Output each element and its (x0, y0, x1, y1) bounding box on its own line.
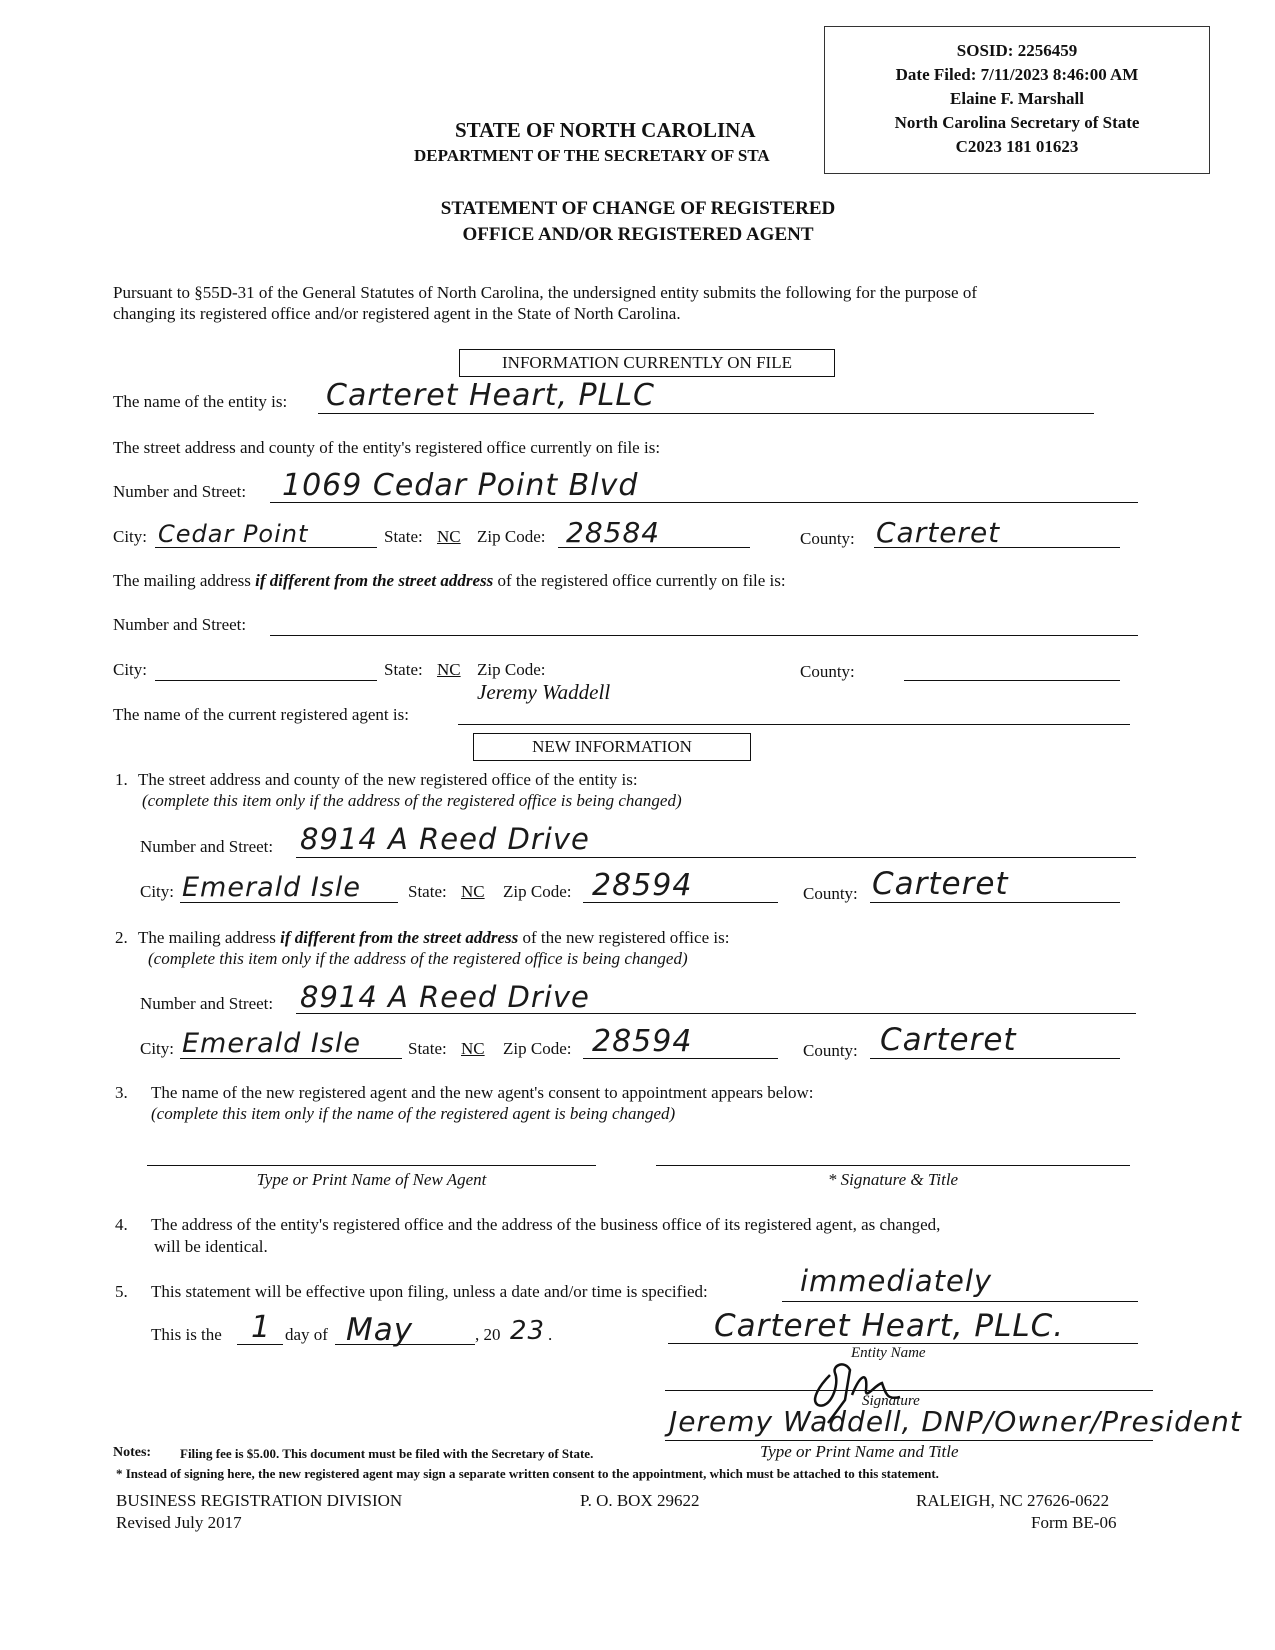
item1-state-value: NC (461, 882, 485, 901)
mailing-county-line (904, 680, 1120, 681)
footer-po-box: P. O. BOX 29622 (580, 1491, 700, 1510)
mailing-state-label: State: (384, 660, 423, 679)
item1-text: The street address and county of the new registered office of the entity is: (138, 770, 638, 789)
item2-text-a: The mailing address (138, 928, 281, 947)
mailing-city-line (155, 680, 377, 681)
item2-city-value: Emerald Isle (182, 1028, 361, 1059)
zip-value: 28584 (566, 516, 661, 549)
new-info-box: NEW INFORMATION (473, 733, 751, 761)
new-agent-name-line (147, 1165, 596, 1166)
intro-line1: Pursuant to §55D-31 of the General Statutes of North Carolina, the undersigned entity submits the following for the purpose of (113, 283, 978, 302)
item4-line1: The address of the entity's registered office and the address of the business office of its registered agent, as changed, (151, 1215, 941, 1234)
item5-text: This statement will be effective upon filing, unless a date and/or time is specified: (151, 1282, 708, 1301)
year-period: . (548, 1325, 553, 1344)
footer-revised: Revised July 2017 (116, 1513, 242, 1532)
item3-text: The name of the new registered agent and the new agent's consent to appointment appears below: (151, 1083, 814, 1102)
notes-label: Notes: (113, 1445, 152, 1460)
signer-name-title: Jeremy Waddell, DNP/Owner/President (669, 1405, 1242, 1438)
stamp-code: C2023 181 01623 (955, 137, 1079, 156)
signature-line (665, 1390, 1153, 1391)
entity-name-line (318, 413, 1094, 414)
year-value: 23 (510, 1316, 546, 1346)
street-intro: The street address and county of the entity's registered office currently on file is: (113, 438, 661, 457)
item3-num: 3. (115, 1083, 128, 1102)
mailing-intro (113, 571, 786, 591)
mailing-intro-c: of the registered office currently on file is: (493, 571, 786, 590)
form-title-line2: OFFICE AND/OR REGISTERED AGENT (462, 224, 814, 245)
day-of-label: day of (285, 1325, 328, 1344)
number-street-value: 1069 Cedar Point Blvd (282, 468, 639, 503)
entity-name-label: The name of the entity is: (113, 392, 288, 411)
item2-note: (complete this item only if the address of the registered office is being changed) (148, 949, 688, 968)
item1-county-value: Carteret (872, 866, 1009, 902)
item2-text-b: if different from the street address (280, 928, 519, 947)
year-prefix: , 20 (475, 1325, 501, 1344)
item1-note: (complete this item only if the address of the registered office is being changed) (142, 791, 682, 810)
intro-line2: changing its registered office and/or registered agent in the State of North Carolina. (113, 304, 681, 323)
item2-county-label: County: (803, 1041, 858, 1060)
number-street-label: Number and Street: (113, 482, 247, 501)
item2-number-street-label: Number and Street: (140, 994, 274, 1013)
item1-num: 1. (115, 770, 128, 789)
footer-city: RALEIGH, NC 27626-0622 (916, 1491, 1110, 1510)
form-title-line1: STATEMENT OF CHANGE OF REGISTERED (440, 198, 836, 219)
item1-zip-value: 28594 (592, 868, 693, 903)
footer-division: BUSINESS REGISTRATION DIVISION (116, 1491, 403, 1510)
stamp-name: Elaine F. Marshall (950, 89, 1084, 108)
mailing-number-street-line (270, 635, 1138, 636)
entity-name-caption: Entity Name (851, 1345, 926, 1361)
state-value: NC (437, 527, 461, 546)
item4-num: 4. (115, 1215, 128, 1234)
zip-label: Zip Code: (477, 527, 546, 546)
county-label: County: (800, 529, 855, 548)
this-is-the-label: This is the (151, 1325, 222, 1344)
day-value: 1 (251, 1310, 272, 1345)
city-label: City: (113, 527, 148, 546)
effective-date-line (782, 1301, 1138, 1302)
mailing-zip-label: Zip Code: (477, 660, 546, 679)
filing-stamp (824, 26, 1210, 174)
mailing-county-label: County: (800, 662, 855, 681)
item2-county-value: Carteret (880, 1022, 1017, 1058)
entity-name-sign-line (668, 1343, 1138, 1344)
item1-number-street-line (296, 857, 1136, 858)
city-value: Cedar Point (158, 520, 309, 548)
item1-state-label: State: (408, 882, 447, 901)
current-info-box: INFORMATION CURRENTLY ON FILE (459, 349, 835, 377)
county-value: Carteret (876, 516, 1001, 549)
item2-zip-label: Zip Code: (503, 1039, 572, 1058)
entity-name-signed: Carteret Heart, PLLC. (714, 1308, 1065, 1344)
item1-county-line (870, 902, 1120, 903)
item5-num: 5. (115, 1282, 128, 1301)
item2-num: 2. (115, 928, 128, 947)
state-label: State: (384, 527, 423, 546)
new-agent-signature-caption: * Signature & Title (827, 1170, 959, 1189)
item1-number-street-label: Number and Street: (140, 837, 274, 856)
month-value: May (346, 1312, 414, 1348)
item4-line2: will be identical. (154, 1237, 268, 1256)
signer-caption: Type or Print Name and Title (760, 1442, 959, 1461)
mailing-state-value: NC (437, 660, 461, 679)
item1-county-label: County: (803, 884, 858, 903)
mailing-number-street-label: Number and Street: (113, 615, 247, 634)
footer-form: Form BE-06 (1031, 1513, 1117, 1532)
header-department: DEPARTMENT OF THE SECRETARY OF STA (414, 146, 770, 165)
item2-county-line (870, 1058, 1120, 1059)
item2-state-label: State: (408, 1039, 447, 1058)
new-agent-signature-line (656, 1165, 1130, 1166)
item2-state-value: NC (461, 1039, 485, 1058)
entity-name-value: Carteret Heart, PLLC (326, 378, 656, 413)
item2-city-label: City: (140, 1039, 175, 1058)
mailing-city-label: City: (113, 660, 148, 679)
item1-zip-label: Zip Code: (503, 882, 572, 901)
mailing-intro-a: The mailing address (113, 571, 256, 590)
asterisk-note: * Instead of signing here, the new registered agent may sign a separate written consent to the appointment, which must be attached to this statement. (116, 1466, 939, 1481)
current-agent-value: Jeremy Waddell (477, 680, 611, 704)
item2-zip-value: 28594 (592, 1024, 693, 1059)
new-agent-caption: Type or Print Name of New Agent (256, 1170, 487, 1189)
stamp-sosid: SOSID: 2256459 (956, 41, 1078, 60)
signature-caption: Signature (862, 1393, 920, 1409)
item1-number-street-value: 8914 A Reed Drive (300, 822, 590, 856)
item2-number-street-value: 8914 A Reed Drive (300, 980, 590, 1014)
current-agent-label: The name of the current registered agent is: (113, 705, 409, 724)
mailing-intro-b: if different from the street address (255, 571, 494, 590)
effective-date-value: immediately (800, 1264, 993, 1298)
stamp-office: North Carolina Secretary of State (894, 113, 1140, 132)
item1-city-value: Emerald Isle (182, 872, 361, 903)
item1-city-label: City: (140, 882, 175, 901)
item2-text-c: of the new registered office is: (518, 928, 730, 947)
stamp-date-filed: Date Filed: 7/11/2023 8:46:00 AM (895, 65, 1139, 84)
item2-text (138, 928, 729, 948)
signer-line (665, 1440, 1153, 1441)
header-state: STATE OF NORTH CAROLINA (455, 118, 756, 142)
notes-text: Filing fee is $5.00. This document must be filed with the Secretary of State. (180, 1446, 594, 1461)
item3-note: (complete this item only if the name of the registered agent is being changed) (151, 1104, 676, 1123)
current-agent-line (458, 724, 1130, 725)
